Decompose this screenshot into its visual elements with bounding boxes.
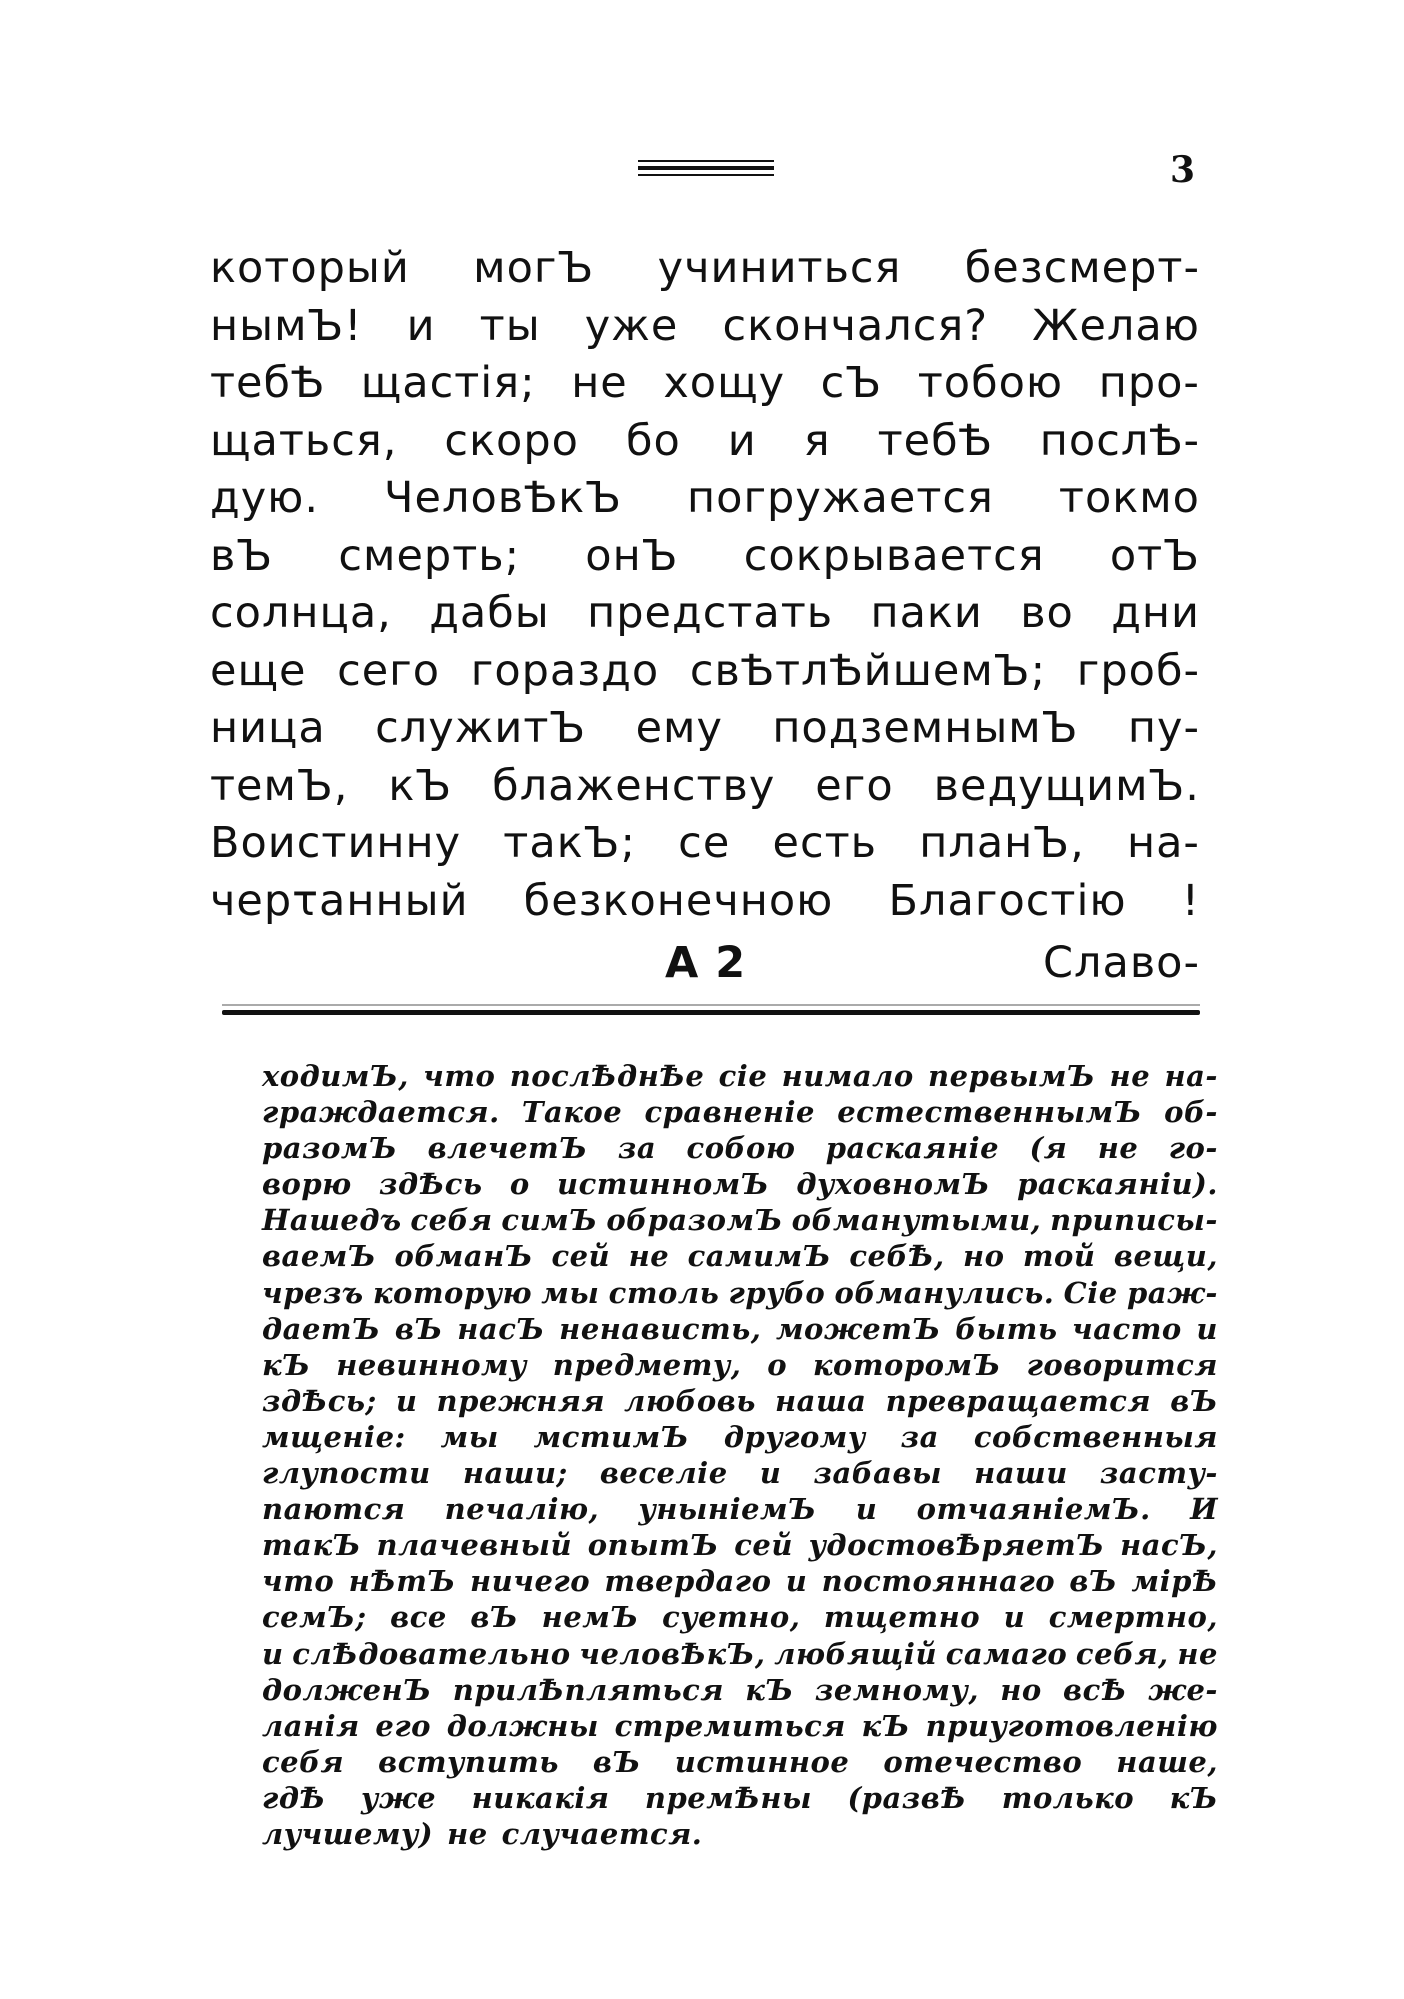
- word: лучшему): [262, 1816, 434, 1851]
- word: вещи,: [1113, 1239, 1218, 1274]
- word: мы: [440, 1419, 499, 1454]
- word: такЪ;: [503, 818, 636, 868]
- word: что: [262, 1564, 335, 1599]
- word: И: [1190, 1492, 1218, 1527]
- word: той: [1022, 1239, 1096, 1274]
- word: смертно,: [1048, 1600, 1218, 1635]
- word: раскаяніи).: [1017, 1167, 1218, 1202]
- word: симЪ: [501, 1203, 598, 1238]
- word: на-: [1164, 1059, 1218, 1093]
- footnote-line: [262, 1311, 1218, 1347]
- word: стремиться: [614, 1708, 846, 1743]
- ornament-bar: [638, 160, 774, 162]
- word: дни: [1111, 588, 1200, 638]
- word: тебѢ: [877, 415, 993, 466]
- word: образомЪ: [606, 1203, 783, 1238]
- header-ornament-rule: [638, 160, 774, 180]
- signature-line: [210, 935, 1200, 992]
- word: здѢсь;: [262, 1383, 377, 1418]
- word: себя: [410, 1203, 493, 1238]
- footnote-line: [262, 1672, 1218, 1708]
- printer-signature-mark: A 2: [665, 938, 747, 988]
- word: не: [628, 1239, 670, 1274]
- word: отечество: [883, 1744, 1083, 1779]
- word: веселіе: [599, 1456, 728, 1491]
- main-text-line: [210, 643, 1200, 701]
- footnote-line: [262, 1708, 1218, 1744]
- main-text-line: [210, 470, 1200, 528]
- footnote-line: [262, 1744, 1218, 1780]
- word: мы: [541, 1275, 600, 1310]
- word: его: [375, 1708, 432, 1743]
- word: про-: [1098, 358, 1200, 408]
- word: ничего: [470, 1564, 591, 1599]
- word: раж-: [1126, 1275, 1218, 1310]
- word: Благостію: [888, 875, 1127, 926]
- word: гроб-: [1076, 645, 1200, 696]
- word: кЪ: [262, 1347, 311, 1382]
- word: всѢ: [1063, 1672, 1127, 1707]
- word: суетно,: [662, 1600, 801, 1635]
- word: прилѢпляться: [452, 1672, 724, 1707]
- word: вступить: [378, 1744, 559, 1779]
- main-text-line: [210, 873, 1200, 931]
- word: и: [785, 1564, 808, 1599]
- footnote-line: [262, 1491, 1218, 1527]
- word: все: [390, 1600, 447, 1635]
- word: которомЪ: [812, 1347, 1001, 1382]
- word: на-: [1126, 818, 1200, 868]
- word: тебѢ: [210, 358, 326, 408]
- footnote-divider: [222, 1010, 1200, 1015]
- word: наша: [775, 1383, 867, 1418]
- word: безконечною: [523, 875, 834, 926]
- word: (развѢ: [847, 1780, 967, 1815]
- word: собственныя: [973, 1419, 1218, 1454]
- word: и: [395, 1383, 418, 1418]
- word: слѢдовательно: [292, 1636, 571, 1671]
- word: планЪ,: [919, 818, 1085, 868]
- word: ненависть,: [559, 1311, 762, 1346]
- word: вЪ: [470, 1600, 519, 1635]
- footnote-line: [262, 1347, 1218, 1383]
- word: мстимЪ: [533, 1419, 689, 1454]
- word: не: [1177, 1636, 1218, 1671]
- word: и: [406, 300, 436, 351]
- word: сіе: [718, 1059, 768, 1093]
- word: послѢ-: [1039, 415, 1200, 466]
- word: любящій: [774, 1636, 938, 1671]
- main-text-line: [210, 585, 1200, 643]
- word: уже: [360, 1780, 437, 1815]
- word: послѢднѢе: [509, 1059, 705, 1093]
- word: грубо: [728, 1275, 826, 1310]
- word: истинномЪ: [557, 1167, 769, 1202]
- word: тобою: [917, 358, 1064, 408]
- word: забавы: [813, 1456, 943, 1491]
- word: и: [1003, 1600, 1026, 1635]
- word: за: [617, 1131, 657, 1166]
- word: вЪ: [592, 1744, 641, 1779]
- word: влечетЪ: [427, 1131, 588, 1166]
- word: обманЪ: [394, 1239, 534, 1274]
- word: онЪ: [585, 530, 679, 581]
- word: самаго: [945, 1636, 1068, 1671]
- word: ЧеловѢкЪ: [384, 473, 623, 523]
- word: собою: [686, 1131, 796, 1166]
- main-text-line: [210, 758, 1200, 816]
- word: отЪ: [1109, 530, 1200, 581]
- footnote-line: [262, 1636, 1218, 1672]
- word: должны: [446, 1708, 599, 1743]
- word: духовномЪ: [796, 1167, 990, 1202]
- word: превращается: [885, 1383, 1152, 1418]
- main-text-line: [210, 355, 1200, 413]
- word: глупости: [262, 1456, 431, 1491]
- word: еще: [210, 645, 307, 696]
- word: наши: [974, 1456, 1068, 1491]
- word: ланія: [262, 1708, 360, 1743]
- word: во: [1020, 588, 1074, 638]
- word: паются: [262, 1492, 406, 1527]
- word: насЪ: [457, 1311, 545, 1346]
- word: разомЪ: [262, 1131, 398, 1166]
- word: засту-: [1099, 1456, 1218, 1491]
- word: блаженству: [492, 760, 776, 811]
- word: уныніемЪ: [638, 1492, 817, 1527]
- word: кЪ: [388, 760, 453, 811]
- word: сравненіе: [644, 1095, 815, 1130]
- word: за: [900, 1419, 939, 1454]
- word: говорится: [1026, 1347, 1218, 1382]
- word: же-: [1148, 1672, 1218, 1707]
- word: премѢны: [644, 1780, 812, 1815]
- word: кЪ: [745, 1672, 794, 1707]
- word: учиниться: [657, 243, 902, 293]
- footnote-divider-shadow: [222, 1004, 1200, 1006]
- word: что: [423, 1059, 496, 1093]
- word: печалію,: [444, 1492, 600, 1527]
- footnote-line: [262, 1238, 1218, 1274]
- word: Воистинну: [210, 818, 462, 868]
- word: хощу: [663, 358, 786, 408]
- word: сЪ: [820, 358, 883, 408]
- word: столь: [608, 1275, 720, 1310]
- word: истинное: [674, 1744, 850, 1779]
- footnote-line: [262, 1455, 1218, 1491]
- word: кЪ: [1169, 1780, 1218, 1815]
- word: вЪ: [394, 1311, 443, 1346]
- main-text-line: [210, 528, 1200, 586]
- word: о: [767, 1347, 788, 1382]
- word: о: [509, 1167, 530, 1202]
- word: опытЪ: [587, 1528, 719, 1563]
- word: уже: [584, 300, 679, 351]
- word: вЪ: [1069, 1564, 1118, 1599]
- word: случается.: [501, 1816, 703, 1851]
- word: ница: [210, 703, 326, 753]
- word: себя: [262, 1744, 345, 1779]
- word: чрезъ: [262, 1275, 364, 1310]
- word: земному,: [814, 1672, 979, 1707]
- word: нимало: [781, 1059, 914, 1093]
- page-number: 3: [1170, 149, 1196, 191]
- word: граждается.: [262, 1095, 500, 1130]
- word: первымЪ: [928, 1059, 1096, 1093]
- word: быть: [955, 1311, 1058, 1346]
- word: его: [815, 760, 894, 811]
- word: кЪ: [861, 1708, 910, 1743]
- word: служитЪ: [375, 703, 587, 753]
- word: вЪ: [210, 530, 274, 581]
- word: Нашедъ: [262, 1203, 402, 1238]
- word: безсмерт-: [964, 243, 1200, 293]
- footnote-line: [262, 1599, 1218, 1635]
- word: но: [1000, 1672, 1042, 1707]
- main-text-line: [210, 815, 1200, 873]
- word: обманулись.: [834, 1275, 1055, 1310]
- word: нѢтЪ: [348, 1564, 456, 1599]
- word: тщетно: [823, 1600, 981, 1635]
- word: ты: [479, 300, 541, 351]
- word: (я: [1029, 1131, 1068, 1166]
- word: ваемЪ: [262, 1239, 377, 1274]
- footnote-line: [262, 1816, 1218, 1852]
- word: солнца,: [210, 588, 392, 638]
- word: Такое: [521, 1095, 623, 1130]
- word: !: [1181, 875, 1200, 926]
- word: сей: [551, 1239, 611, 1274]
- word: сей: [734, 1528, 793, 1563]
- word: себя,: [1075, 1636, 1169, 1671]
- word: ворю: [262, 1167, 352, 1202]
- footnote-block: [262, 1058, 1218, 1852]
- word: не: [1097, 1131, 1139, 1166]
- word: гораздо: [470, 645, 660, 696]
- word: даетЪ: [262, 1311, 381, 1346]
- word: темЪ,: [210, 760, 349, 811]
- word: долженЪ: [262, 1672, 432, 1707]
- word: только: [1001, 1780, 1135, 1815]
- word: плачевный: [376, 1528, 573, 1563]
- word: не: [1109, 1059, 1151, 1093]
- word: приуготовленію: [925, 1708, 1218, 1743]
- word: и: [759, 1456, 782, 1491]
- word: семЪ;: [262, 1600, 367, 1635]
- word: Желаю: [1032, 300, 1200, 351]
- word: есть: [772, 818, 877, 868]
- word: пу-: [1127, 703, 1200, 753]
- word: и: [1196, 1311, 1218, 1346]
- word: которую: [372, 1275, 533, 1310]
- word: я: [803, 415, 831, 466]
- main-text-line: [210, 240, 1200, 298]
- word: токмо: [1058, 473, 1200, 523]
- word: нымЪ!: [210, 300, 363, 351]
- word: часто: [1072, 1311, 1182, 1346]
- word: смерть;: [338, 530, 521, 581]
- footnote-line: [262, 1202, 1218, 1238]
- word: человѢкЪ,: [579, 1636, 766, 1671]
- word: насЪ,: [1120, 1528, 1218, 1563]
- word: который: [210, 243, 410, 293]
- word: постояннаго: [821, 1564, 1056, 1599]
- footnote-line: [262, 1383, 1218, 1419]
- word: и: [855, 1492, 878, 1527]
- word: бо: [625, 415, 681, 466]
- word: свѢтлѢйшемЪ;: [689, 645, 1047, 696]
- word: невинному: [336, 1347, 527, 1382]
- word: могЪ: [473, 243, 595, 293]
- word: твердаго: [604, 1564, 772, 1599]
- word: не: [447, 1816, 488, 1851]
- main-text-line: [210, 413, 1200, 471]
- word: щастія;: [360, 358, 536, 408]
- catchword: Славо-: [1042, 938, 1200, 988]
- footnote-line: [262, 1419, 1218, 1455]
- word: наши;: [462, 1456, 568, 1491]
- word: ему: [635, 703, 723, 753]
- word: приписы-: [1050, 1203, 1218, 1238]
- word: не: [571, 358, 628, 408]
- word: естественнымЪ: [837, 1095, 1142, 1130]
- footnote-line: [262, 1130, 1218, 1166]
- word: удостовѢряетЪ: [808, 1528, 1105, 1563]
- word: мщеніе:: [262, 1419, 406, 1454]
- footnote-line: [262, 1563, 1218, 1599]
- word: любовь: [624, 1383, 756, 1418]
- footnote-line: [262, 1094, 1218, 1130]
- word: но: [962, 1239, 1005, 1274]
- word: и: [727, 415, 757, 466]
- word: паки: [870, 588, 983, 638]
- word: никакія: [471, 1780, 610, 1815]
- main-text-block: [210, 240, 1200, 930]
- word: скоро: [444, 415, 579, 466]
- word: черτанный: [210, 875, 469, 926]
- word: предмету,: [552, 1347, 742, 1382]
- word: себѢ,: [849, 1239, 945, 1274]
- word: се: [678, 818, 731, 868]
- ornament-bar: [638, 166, 774, 170]
- word: об-: [1164, 1095, 1218, 1130]
- word: мірѢ: [1131, 1564, 1218, 1599]
- word: щаться,: [210, 415, 398, 466]
- word: такЪ: [262, 1528, 361, 1563]
- footnote-line: [262, 1058, 1218, 1094]
- word: раскаяніе: [825, 1131, 1000, 1166]
- ornament-bar: [638, 174, 774, 176]
- word: обманутыми,: [791, 1203, 1042, 1238]
- word: дабы: [429, 588, 550, 638]
- word: Сіе: [1063, 1275, 1118, 1310]
- word: можетЪ: [775, 1311, 941, 1346]
- main-text-line: [210, 298, 1200, 356]
- word: здѢсь: [379, 1167, 483, 1202]
- word: дую.: [210, 473, 320, 523]
- word: предстать: [587, 588, 834, 638]
- word: скончался?: [722, 300, 989, 351]
- word: гдѢ: [262, 1780, 326, 1815]
- word: сокрывается: [743, 530, 1045, 581]
- main-text-line: [210, 700, 1200, 758]
- word: прежняя: [436, 1383, 606, 1418]
- word: го-: [1168, 1131, 1218, 1166]
- word: вЪ: [1170, 1383, 1218, 1418]
- word: самимЪ: [687, 1239, 831, 1274]
- footnote-line: [262, 1527, 1218, 1563]
- word: другому: [723, 1419, 866, 1454]
- footnote-line: [262, 1780, 1218, 1816]
- word: отчаяніемЪ.: [916, 1492, 1151, 1527]
- word: и: [262, 1636, 284, 1671]
- word: погружается: [687, 473, 994, 523]
- word: ходимЪ,: [262, 1059, 409, 1093]
- word: подземнымЪ: [772, 703, 1079, 753]
- word: ведущимЪ.: [933, 760, 1200, 811]
- word: сего: [337, 645, 441, 696]
- footnote-line: [262, 1275, 1218, 1311]
- word: наше,: [1116, 1744, 1218, 1779]
- footnote-line: [262, 1166, 1218, 1202]
- word: немЪ: [541, 1600, 639, 1635]
